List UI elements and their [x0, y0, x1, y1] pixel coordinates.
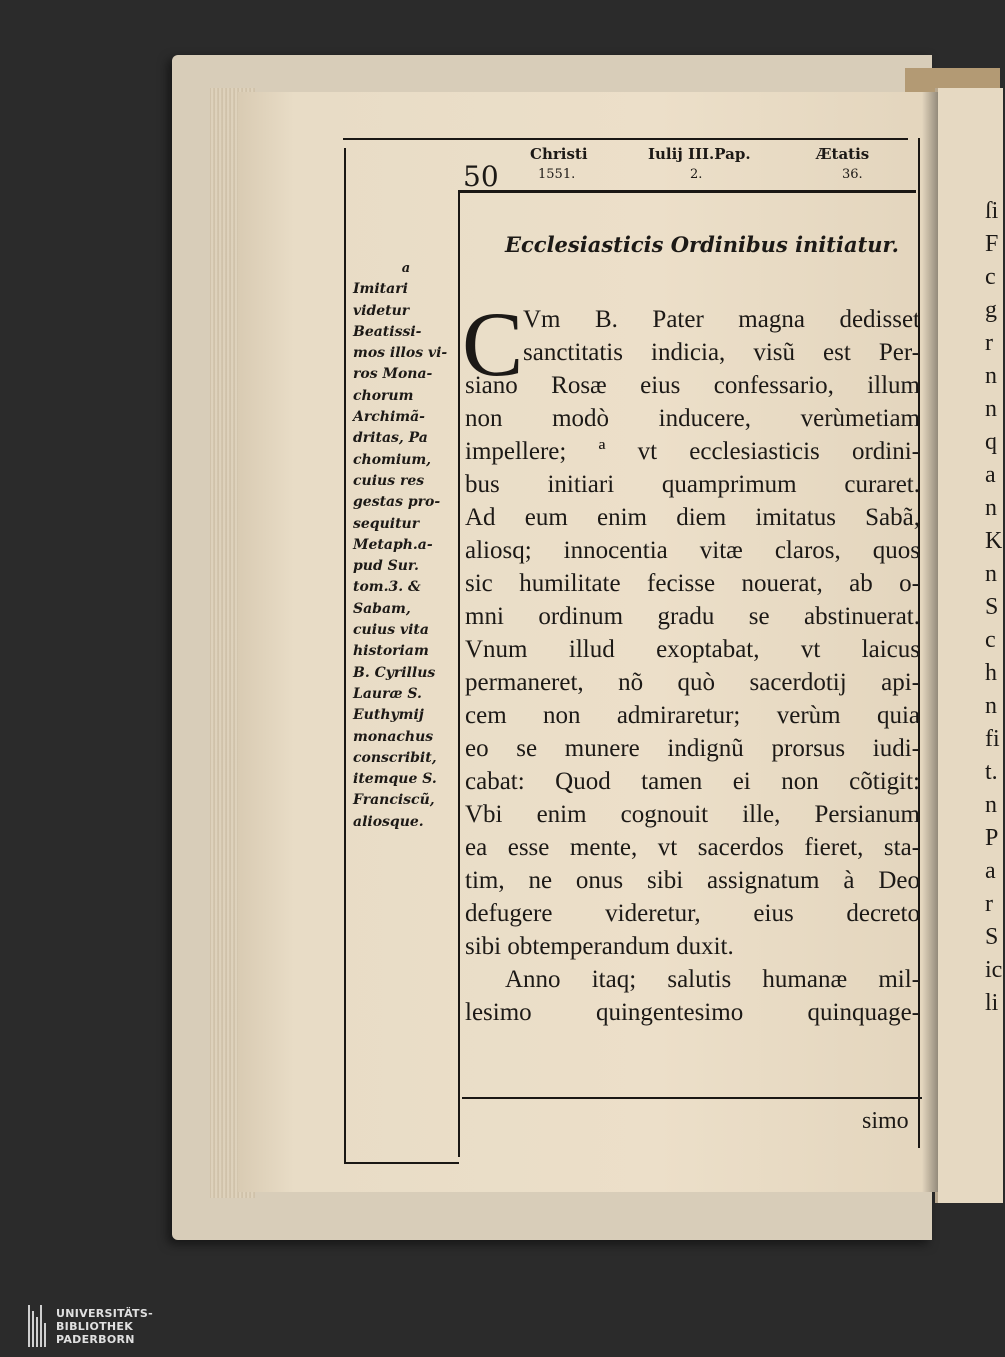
note-line: chomium,: [353, 451, 432, 468]
text-line: impellere; ª vt ecclesiasticis ordini-: [465, 438, 920, 465]
note-line: dritas, Pa: [353, 430, 428, 447]
text-line: cabat: Quod tamen ei non cõtigit:: [465, 768, 920, 795]
note-line: sequitur: [353, 515, 420, 532]
catchword: simo: [862, 1108, 909, 1134]
facing-page-fragment: S: [985, 594, 999, 620]
text-line: tim, ne onus sibi assignatum à Deo: [465, 867, 920, 894]
text-line: eo se munere indignũ prorsus iudi-: [465, 735, 920, 762]
text-line: ea esse mente, vt sacerdos fieret, sta-: [465, 834, 920, 861]
note-line: B. Cyrillus: [353, 664, 436, 681]
text-line: sibi obtemperandum duxit.: [465, 933, 734, 960]
text-line: siano Rosæ eius confessario, illum: [465, 372, 920, 399]
note-line: pud Sur.: [353, 558, 419, 575]
header-age: 36.: [842, 167, 863, 182]
note-line: Archimã-: [353, 409, 425, 426]
frame-bottom-rule: [344, 1162, 459, 1164]
note-line: videtur: [353, 302, 410, 319]
drop-cap: C: [462, 293, 524, 395]
note-line: gestas pro-: [353, 494, 441, 511]
library-logo-line2: BIBLIOTHEK: [56, 1319, 134, 1333]
chapter-title: Ecclesiasticis Ordinibus initiatur.: [505, 232, 899, 257]
facing-page-fragment: c: [985, 264, 996, 290]
facing-page-fragment: n: [985, 561, 997, 587]
note-line: Metaph.a-: [353, 536, 433, 553]
facing-page-fragment: r: [985, 330, 993, 356]
header-christi: Christi: [530, 145, 588, 163]
note-line: Euthymij: [353, 707, 424, 724]
header-pope: Iulij III.Pap.: [648, 145, 751, 163]
facing-page-fragment: a: [985, 462, 996, 488]
marginal-note: [353, 258, 459, 833]
text-line: Vm B. Pater magna dedisset: [523, 306, 920, 333]
frame-left-rule: [344, 148, 346, 1163]
header-year: 1551.: [538, 167, 576, 182]
facing-page-fragment: F: [985, 231, 999, 257]
note-line: cuius res: [353, 472, 425, 489]
facing-page-fragment: ic: [985, 957, 1003, 983]
text-line: sanctitatis indicia, visũ est Per-: [523, 339, 920, 366]
facing-page-fragment: fi: [985, 726, 1000, 752]
text-line: bus initiari quamprimum curaret.: [465, 471, 920, 498]
facing-page-fragment: q: [985, 429, 997, 455]
note-line: chorum: [353, 387, 414, 404]
facing-page-fragment: c: [985, 627, 996, 653]
text-line: Vbi enim cognouit ille, Persianum: [465, 801, 920, 828]
note-line: monachus: [353, 728, 434, 745]
text-line: Vnum illud exoptabat, vt laicus: [465, 636, 920, 663]
header-aetatis: Ætatis: [816, 145, 870, 163]
text-line: sic humilitate fecisse nouerat, ab o-: [465, 570, 920, 597]
facing-page-fragment: S: [985, 924, 999, 950]
text-bottom-rule: [462, 1097, 922, 1099]
facing-page-fragment: n: [985, 396, 997, 422]
note-line: tom.3. &: [353, 579, 421, 596]
library-logo-line1: UNIVERSITÄTS-: [56, 1306, 153, 1320]
note-line: Beatissi-: [353, 323, 422, 340]
note-line: Franciscũ,: [353, 792, 435, 809]
facing-page-fragment: h: [985, 660, 997, 686]
facing-page-fragment: n: [985, 693, 997, 719]
facing-page-fragment: li: [985, 990, 999, 1016]
note-line: itemque S.: [353, 771, 437, 788]
library-logo: [28, 1305, 153, 1347]
facing-page-fragment: ſi: [985, 198, 999, 224]
text-line: mni ordinum gradu se abstinuerat.: [465, 603, 920, 630]
page-number: 50: [463, 160, 499, 193]
facing-page-fragment: P: [985, 825, 999, 851]
facing-page-text: [985, 195, 1005, 1020]
note-line: historiam: [353, 643, 429, 660]
facing-page-fragment: t.: [985, 759, 998, 785]
frame-top-rule: [343, 138, 908, 140]
text-line: cem non admiraretur; verùm quia: [465, 702, 920, 729]
text-line: aliosq; innocentia vitæ claros, quos: [465, 537, 920, 564]
note-line: ros Mona-: [353, 366, 433, 383]
facing-page-fragment: a: [985, 858, 996, 884]
note-line: Imitari: [353, 281, 408, 298]
note-line: conscribit,: [353, 749, 437, 766]
note-line: mos illos vi-: [353, 345, 448, 362]
facing-page-fragment: K: [985, 528, 1003, 554]
header-underline-rule: [458, 190, 916, 193]
facing-page-fragment: n: [985, 792, 997, 818]
text-line: Anno itaq; salutis humanæ mil-: [505, 966, 920, 993]
header-pope-year: 2.: [690, 167, 703, 182]
text-line: non modò inducere, verùmetiam: [465, 405, 920, 432]
library-logo-line3: PADERBORN: [56, 1332, 135, 1346]
text-line: lesimo quingentesimo quinquage-: [465, 999, 920, 1026]
facing-page-fragment: g: [985, 297, 997, 323]
text-line: Ad eum enim diem imitatus Sabã,: [465, 504, 920, 531]
body-text: [465, 303, 920, 1029]
text-line: permaneret, nõ quò sacerdotij api-: [465, 669, 920, 696]
note-line: Lauræ S.: [353, 685, 422, 702]
facing-page-fragment: n: [985, 495, 997, 521]
note-line: aliosque.: [353, 813, 424, 830]
note-line: cuius vita: [353, 622, 429, 639]
note-marker: a: [401, 261, 411, 276]
facing-page-fragment: n: [985, 363, 997, 389]
facing-page-fragment: r: [985, 891, 993, 917]
spine-shadow: [922, 92, 938, 1192]
library-logo-icon: [28, 1305, 48, 1347]
note-line: Sabam,: [353, 600, 411, 617]
text-line: defugere videretur, eius decreto: [465, 900, 920, 927]
